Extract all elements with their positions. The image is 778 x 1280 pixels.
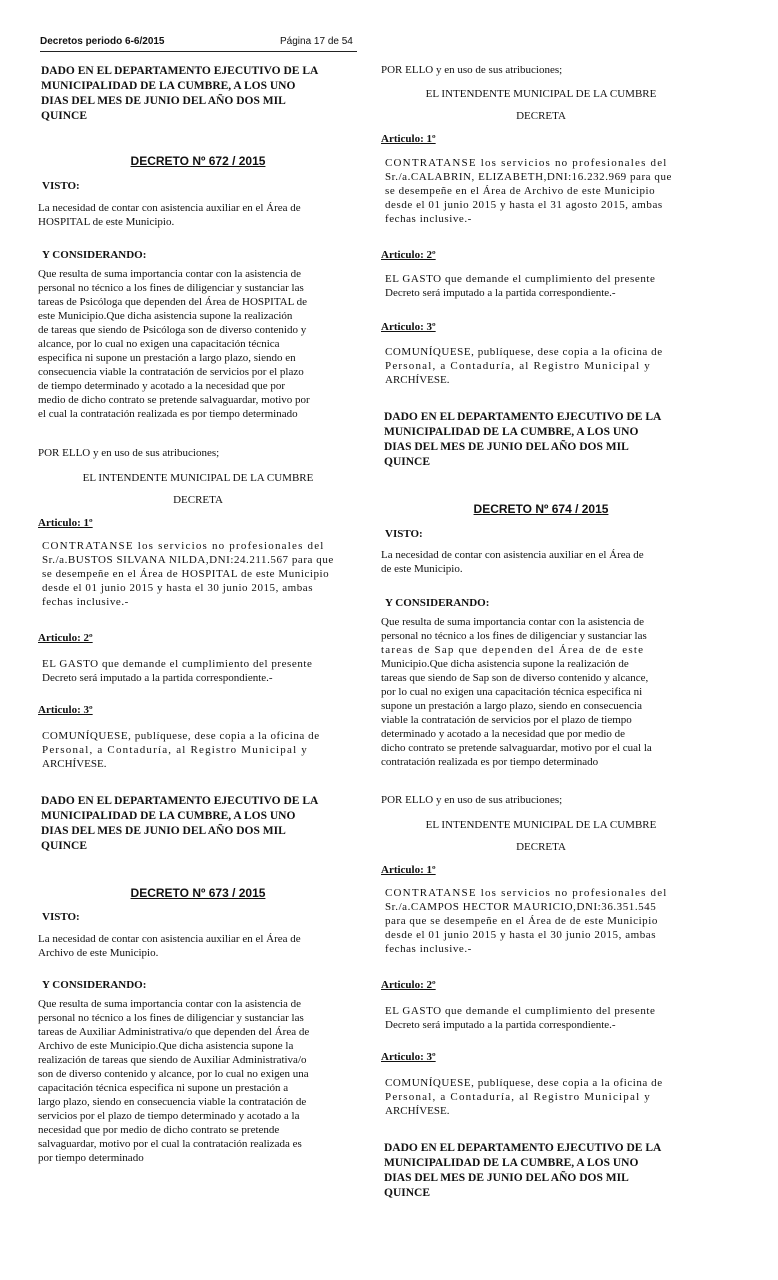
decree-674-visto-label: VISTO: <box>385 528 423 540</box>
decree-672-por-ello: POR ELLO y en uso de sus atribuciones; <box>38 447 220 459</box>
decree-673-art1: CONTRATANSE los servicios no profesionales del Sr./a.CALABRIN, ELIZABETH,DNI:16.232.969 para que se desempeñe en el Área de Archivo de este Municipio desde el 01 junio 2015 y hasta el 31 agosto 2015, ambas fechas inclusive.- <box>385 157 672 225</box>
decree-672-considerando-label: Y CONSIDERANDO: <box>42 249 147 261</box>
decree-674-art3: COMUNÍQUESE, publíquese, dese copia a la oficina de Personal, a Contaduría, al Registro Municipal y ARCHÍVESE. <box>385 1077 663 1117</box>
decree-672-dado: DADO EN EL DEPARTAMENTO EJECUTIVO DE LA MUNICIPALIDAD DE LA CUMBRE, A LOS UNO DIAS DEL MES DE JUNIO DEL AÑO DOS MIL QUINCE <box>41 795 319 852</box>
decree-672-art1: CONTRATANSE los servicios no profesionales del Sr./a.BUSTOS SILVANA NILDA,DNI:24.211.567 para que se desempeñe en el Área de HOSPITAL de este Municipio desde el 01 junio 2015 y hasta el 30 junio 2015, ambas fechas inclusive.- <box>42 540 334 608</box>
decree-674-por-ello: POR ELLO y en uso de sus atribuciones; <box>381 794 563 806</box>
page-header <box>40 36 357 52</box>
decree-674-considerando-label: Y CONSIDERANDO: <box>385 597 490 609</box>
decree-674-dado: DADO EN EL DEPARTAMENTO EJECUTIVO DE LA MUNICIPALIDAD DE LA CUMBRE, A LOS UNO DIAS DEL MES DE JUNIO DEL AÑO DOS MIL QUINCE <box>384 1142 662 1199</box>
decree-673-considerando: Que resulta de suma importancia contar con la asistencia de personal no técnico a los fines de diligenciar y sustanciar las tareas de Auxiliar Administrativa/o que dependen del Área de Archivo de este Municipio.Que dicha asistencia supone la realización de tareas que siendo de Auxiliar Administrativa/o son de diverso contenido y alcance, por lo cual no exigen una capacitación técnica especifica ni supone un prestación a largo plazo, siendo en consecuencia viable la contratación de servicios por el plazo de tiempo determinado y acotado a la necesidad que por medio de dicho contrato se pretende salvaguardar, motivo por el cual la contratación realizada es por tiempo determinado <box>38 998 310 1164</box>
header-title: Decretos periodo 6-6/2015 <box>40 36 165 47</box>
decree-674-considerando: Que resulta de suma importancia contar con la asistencia de personal no técnico a los fines de diligenciar y sustanciar las tareas de Sap que dependen del Área de de este Municipio.Que dicha asistencia supone la realización de tareas que siendo de Sap son de diverso contenido y alcance, por lo cual no exigen una capacitación técnica especifica ni supone un prestación a largo plazo, siendo en consecuencia viable la contratación de servicios por el plazo de tiempo determinado y acotado a la necesidad que por medio de dicho contrato se pretende salvaguardar, motivo por el cual la contratación realizada es por tiempo determinado <box>381 616 652 768</box>
decree-672-art2-label: Articulo: 2º <box>38 632 93 644</box>
decree-674-decreta: DECRETA <box>516 841 566 853</box>
decree-673-art3: COMUNÍQUESE, publíquese, dese copia a la oficina de Personal, a Contaduría, al Registro Municipal y ARCHÍVESE. <box>385 346 663 386</box>
decree-672-visto-label: VISTO: <box>42 180 80 192</box>
dado-block-top: DADO EN EL DEPARTAMENTO EJECUTIVO DE LA MUNICIPALIDAD DE LA CUMBRE, A LOS UNO DIAS DEL MES DE JUNIO DEL AÑO DOS MIL QUINCE <box>41 65 319 122</box>
decree-674-art2: EL GASTO que demande el cumplimiento del presente Decreto será imputado a la partida correspondiente.- <box>385 1005 656 1031</box>
decree-673-art2-label: Articulo: 2º <box>381 249 436 261</box>
decree-674-intendente: EL INTENDENTE MUNICIPAL DE LA CUMBRE <box>425 819 657 831</box>
decree-672-art1-label: Articulo: 1º <box>38 517 93 529</box>
decree-674-title: DECRETO Nº 674 / 2015 <box>473 502 609 516</box>
decree-672-art3-label: Articulo: 3º <box>38 704 93 716</box>
decree-673-decreta: DECRETA <box>516 110 566 122</box>
decree-673-art2: EL GASTO que demande el cumplimiento del presente Decreto será imputado a la partida correspondiente.- <box>385 273 656 299</box>
decree-673-visto-label: VISTO: <box>42 911 80 923</box>
decree-674-art1: CONTRATANSE los servicios no profesionales del Sr./a.CAMPOS HECTOR MAURICIO,DNI:36.351.545 para que se desempeñe en el Área de de este Municipio desde el 01 junio 2015 y hasta el 30 junio 2015, ambas fechas inclusive.- <box>385 887 668 955</box>
decree-673-art1-label: Articulo: 1º <box>381 133 436 145</box>
decree-672-intendente: EL INTENDENTE MUNICIPAL DE LA CUMBRE <box>82 472 314 484</box>
decree-674-visto: La necesidad de contar con asistencia auxiliar en el Área de de este Municipio. <box>381 549 644 575</box>
decree-672-title: DECRETO Nº 672 / 2015 <box>130 154 266 168</box>
decree-672-decreta: DECRETA <box>173 494 223 506</box>
decree-673-por-ello: POR ELLO y en uso de sus atribuciones; <box>381 64 563 76</box>
decree-674-art1-label: Articulo: 1º <box>381 864 436 876</box>
decree-673-dado: DADO EN EL DEPARTAMENTO EJECUTIVO DE LA MUNICIPALIDAD DE LA CUMBRE, A LOS UNO DIAS DEL MES DE JUNIO DEL AÑO DOS MIL QUINCE <box>384 411 662 468</box>
decree-672-art2: EL GASTO que demande el cumplimiento del presente Decreto será imputado a la partida correspondiente.- <box>42 658 313 684</box>
decree-674-art3-label: Articulo: 3º <box>381 1051 436 1063</box>
decree-673-visto: La necesidad de contar con asistencia auxiliar en el Área de Archivo de este Municipio. <box>38 933 301 959</box>
decree-673-considerando-label: Y CONSIDERANDO: <box>42 979 147 991</box>
decree-673-intendente: EL INTENDENTE MUNICIPAL DE LA CUMBRE <box>425 88 657 100</box>
header-page-number: Página 17 de 54 <box>280 36 353 47</box>
decree-673-art3-label: Articulo: 3º <box>381 321 436 333</box>
decree-672-art3: COMUNÍQUESE, publíquese, dese copia a la oficina de Personal, a Contaduría, al Registro Municipal y ARCHÍVESE. <box>42 730 320 770</box>
decree-674-art2-label: Articulo: 2º <box>381 979 436 991</box>
decree-672-visto: La necesidad de contar con asistencia auxiliar en el Área de HOSPITAL de este Municipio. <box>38 202 301 228</box>
decree-672-considerando: Que resulta de suma importancia contar con la asistencia de personal no técnico a los fines de diligenciar y sustanciar las tareas de Psicóloga que dependen del Área de HOSPITAL de este Municipio.Que dicha asistencia supone la realización de tareas que siendo de Psicóloga son de diverso contenido y alcance, por lo cual no exigen una capacitación técnica especifica ni supone un prestación a largo plazo, siendo en consecuencia viable la contratación de servicios por el plazo de tiempo determinado y acotado a la necesidad que por medio de dicho contrato se pretende salvaguardar, motivo por el cual la contratación realizada es por tiempo determinado <box>38 268 310 420</box>
decree-673-title: DECRETO Nº 673 / 2015 <box>130 886 266 900</box>
